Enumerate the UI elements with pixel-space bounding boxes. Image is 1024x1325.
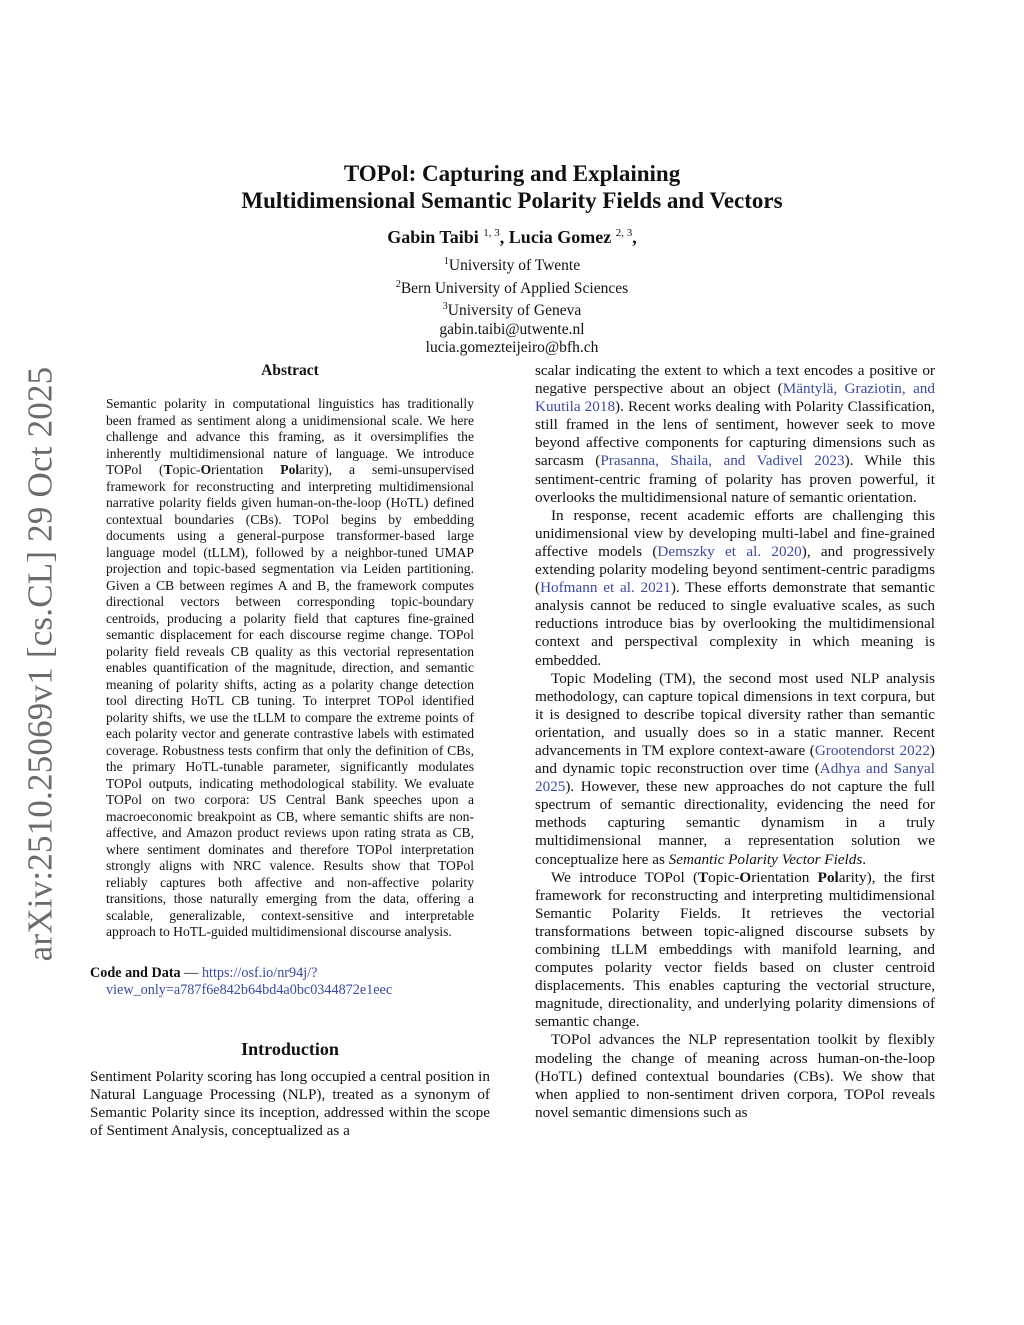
text-segment: rientation bbox=[751, 868, 818, 886]
bold-letter: T bbox=[698, 868, 709, 886]
affiliation-1-name: University of Twente bbox=[448, 257, 581, 275]
abstract-segment: opic- bbox=[172, 462, 201, 477]
paper-header bbox=[0, 160, 1024, 358]
title-line-1: TOPol: Capturing and Explaining bbox=[343, 161, 681, 186]
affiliation-2-number: 2 bbox=[395, 278, 401, 290]
intro-paragraph-4 bbox=[535, 869, 935, 1032]
author-2-affiliations: 2, 3 bbox=[615, 227, 633, 239]
abstract-segment: rientation bbox=[211, 462, 281, 477]
code-and-data-dash: — bbox=[180, 964, 202, 981]
emphasized-term: Semantic Polarity Vector Fields bbox=[668, 850, 863, 868]
text-segment: arity), the first framework for reconstructing and interpreting multidimensional Semantic Polarity Fields. It retrieves the vectorial transformations between topic-aligned discourse subsets by combining tLLM embeddings with manifold learning, and computes polarity vector fields based on cluster centroid displacements. This enables capturing the vectorial structure, magnitude, directionality, and underlying polarity dimensions of semantic change. bbox=[535, 868, 935, 1031]
text-segment: ). These efforts demonstrate that semantic analysis cannot be reduced to single evaluative scales, as such reductions introduce bias by overlooking the multidimensional context and perspectival complexity in which meaning is embedded. bbox=[535, 579, 935, 669]
affiliation-3-name: University of Geneva bbox=[447, 302, 582, 320]
code-and-data-label: Code and Data bbox=[90, 964, 181, 981]
abstract-bold-letter: O bbox=[200, 462, 212, 477]
email-1: gabin.taibi@utwente.nl bbox=[439, 320, 585, 338]
right-column bbox=[535, 362, 935, 1122]
text-segment: scalar indicating the extent to which a text encodes a positive or negative perspective about an object ( bbox=[535, 362, 935, 398]
intro-paragraph-1-continued bbox=[535, 362, 935, 507]
text-segment: . bbox=[862, 850, 867, 868]
citation-link[interactable]: Demszky et al. 2020 bbox=[657, 542, 802, 560]
abstract-segment: arity), a semi-unsupervised framework for reconstructing and interpreting multidimensional narrative polarity fields given human-on-the-loop (HoTL) defined contextual boundaries (CBs). TOPol begins by embedding documents using a general-purpose transformer-based large language model (tLLM), followed by a neighbor-tuned UMAP projection and topic-based segmentation via Leiden partitioning. Given a CB between regimes A and B, the framework computes directional vectors between corresponding topic-boundary centroids, producing a polarity field that captures fine-grained semantic displacement for each discourse regime change. TOPol polarity field reveals CB quality as this vectorial representation enables quantification of the magnitude, direction, and semantic meaning of polarity shifts, acting as a polarity change detection tool directing HoTL CB tuning. To interpret TOPol identified polarity shifts, we use the tLLM to compare the extreme points of each polarity vector and generate contrastive labels with estimated coverage. Robustness tests confirm that only the definition of CBs, the primary HoTL-tunable parameter, significantly modulates TOPol outputs, indicating methodological stability. We evaluate TOPol on two corpora: US Central Bank speeches upon a macroeconomic breakpoint as CB, where semantic shifts are non-affective, and Amazon product reviews upon rating strata as CB, where sentiment dominates and therefore TOPol interpretation strongly aligns with NRC valence. Results show that TOPol reliably captures both affective and non-affective polarity transitions, those naturally emerging from the data, offering a scalable, generalizable, context-sensitive and interpretable approach to HoTL-guided multidimensional discourse analysis. bbox=[106, 462, 474, 939]
abstract-bold-letter: T bbox=[163, 462, 173, 477]
text-segment: ) and dynamic topic reconstruction over time ( bbox=[535, 741, 935, 778]
code-and-data bbox=[90, 965, 490, 999]
citation-link[interactable]: Mäntylä, Graziotin, and Kuutila 2018 bbox=[535, 380, 935, 416]
text-segment: ). However, these new approaches do not capture the full spectrum of semantic directionality, evidencing the need for methods capturing semantic dynamism in a truly multidimensional manner, a representation solution we conceptualize here as bbox=[535, 778, 935, 868]
affiliation-3 bbox=[0, 298, 1024, 321]
arxiv-identifier-stamp bbox=[8, 366, 72, 962]
text-segment: ). While this sentiment-centric framing of polarity has proven powerful, it overlooks the multidimensional nature of semantic orientation. bbox=[535, 452, 935, 506]
bold-letter: Pol bbox=[817, 868, 839, 886]
text-segment: ). Recent works dealing with Polarity Classification, still framed in the lens of sentiment, however seek to move beyond affective components for capturing dimensions such as sarcasm ( bbox=[535, 398, 935, 470]
abstract-heading: Abstract bbox=[261, 362, 319, 379]
code-and-data-link[interactable]: https://osf.io/nr94j/?view_only=a787f6e842b64bd4a0bc0344872e1eec bbox=[106, 964, 393, 998]
left-column bbox=[90, 362, 490, 1140]
abstract-bold-letter: Pol bbox=[280, 462, 300, 477]
intro-paragraph-1: Sentiment Polarity scoring has long occupied a central position in Natural Language Processing (NLP), treated as a synonym of Semantic Polarity since its inception, addressed within the scope of Sentiment Analysis, conceptualized as a bbox=[90, 1067, 490, 1139]
author-2: Lucia Gomez bbox=[508, 227, 612, 247]
arxiv-identifier-text: arXiv:2510.25069v1 [cs.CL] 29 Oct 2025 bbox=[20, 366, 59, 962]
bold-letter: O bbox=[739, 868, 752, 886]
intro-paragraph-2 bbox=[535, 507, 935, 670]
affiliation-2-name: Bern University of Applied Sciences bbox=[400, 279, 629, 297]
text-segment: ), and progressively extending polarity modeling beyond sentiment-centric paradigms ( bbox=[535, 542, 935, 597]
text-segment: We introduce TOPol ( bbox=[551, 868, 699, 886]
abstract-segment: Semantic polarity in computational linguistics has traditionally been framed as sentiment along a unidimensional scale. We here challenge and advance this framing, as it oversimplifies the inherently multidimensional nature of language. We introduce TOPol ( bbox=[106, 396, 474, 477]
title-line-2: Multidimensional Semantic Polarity Fields and Vectors bbox=[241, 188, 783, 213]
affiliation-list bbox=[0, 253, 1024, 358]
introduction-heading: Introduction bbox=[241, 1038, 339, 1059]
affiliation-3-number: 3 bbox=[442, 301, 448, 313]
author-1: Gabin Taibi bbox=[387, 227, 479, 247]
affiliation-2 bbox=[0, 276, 1024, 299]
text-segment: opic- bbox=[708, 868, 740, 886]
author-1-affiliations: 1, 3 bbox=[483, 227, 500, 239]
intro-paragraph-5: TOPol advances the NLP representation toolkit by flexibly modeling the change of meaning across human-on-the-loop (HoTL) defined contextual boundaries (CBs). We show that when applied to non-sentiment driven corpora, TOPol reveals novel semantic dimensions such as bbox=[535, 1031, 935, 1121]
intro-paragraph-3 bbox=[535, 670, 935, 869]
citation-link[interactable]: Prasanna, Shaila, and Vadivel 2023 bbox=[600, 452, 845, 470]
author-list: Gabin Taibi $^{1, 3}$, Lucia Gomez $^{2, 3}$, bbox=[387, 227, 637, 247]
email-2: lucia.gomezteijeiro@bfh.ch bbox=[425, 339, 599, 357]
text-segment: Topic Modeling (TM), the second most used NLP analysis methodology, can capture topical dimensions in text corpura, but it is designed to describe topical diversity rather than semantic orientation, and usually does so in a static manner. Recent advancements in TM explore context-aware ( bbox=[535, 669, 935, 759]
citation-link[interactable]: Grootendorst 2022 bbox=[814, 741, 930, 759]
affiliation-1-number: 1 bbox=[443, 256, 449, 267]
citation-link[interactable]: Hofmann et al. 2021 bbox=[540, 579, 671, 597]
abstract-text bbox=[106, 396, 474, 941]
affiliation-1 bbox=[0, 253, 1024, 276]
citation-link[interactable]: Adhya and Sanyal 2025 bbox=[535, 760, 935, 796]
paper-title bbox=[0, 160, 1024, 214]
text-segment: In response, recent academic efforts are challenging this unidimensional view by developing multi-label and fine-grained affective models ( bbox=[535, 506, 935, 560]
